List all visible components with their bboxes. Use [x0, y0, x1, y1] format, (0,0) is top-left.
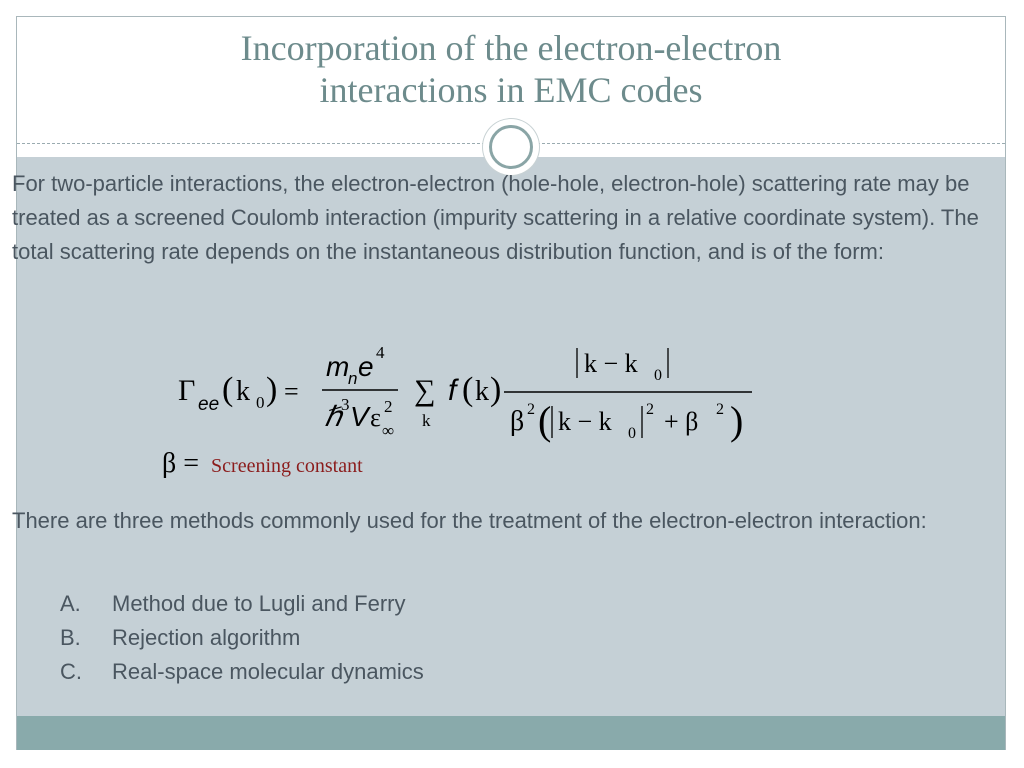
beta-definition [162, 448, 363, 480]
dist-paren-open: ( [462, 371, 474, 408]
dist-arg: k [475, 376, 489, 407]
prefactor-eps-sup: 2 [384, 397, 393, 416]
methods-list [60, 587, 424, 689]
frac-den-beta-sup: 2 [527, 401, 535, 418]
list-item [60, 655, 424, 689]
scattering-rate-formula [160, 326, 760, 446]
frac-num-text: k − k [584, 349, 638, 378]
frac-den-plus: + β [664, 407, 699, 436]
den-paren-open: ( [538, 398, 552, 443]
formula-gamma: Γ [178, 374, 196, 407]
sum-symbol: ∑ [414, 374, 436, 407]
list-item-text: Real-space molecular dynamics [112, 659, 424, 684]
list-item-marker: A. [60, 591, 81, 616]
den-paren-close: ) [730, 398, 744, 443]
frac-den-pow: 2 [646, 401, 654, 418]
list-item [60, 587, 424, 621]
list-item-text: Rejection algorithm [112, 625, 301, 650]
list-item-text: Method due to Lugli and Ferry [112, 591, 406, 616]
slide-title-line-2: interactions in EMC codes [319, 70, 703, 110]
dist-paren-close: ) [490, 371, 502, 408]
sum-index: k [422, 411, 431, 430]
prefactor-hbar: ℏ [324, 402, 342, 433]
screening-constant-label: Screening constant [211, 455, 363, 477]
prefactor-m: m [326, 351, 350, 382]
circle-ring-icon [489, 125, 533, 169]
prefactor-eps: ε [370, 403, 381, 432]
slide-title [17, 27, 1005, 111]
formula-lhs-arg-sub: 0 [256, 393, 265, 412]
prefactor-V: V [350, 401, 369, 432]
frac-den-plus-sup: 2 [716, 401, 724, 418]
prefactor-eps-sub: ∞ [382, 421, 395, 440]
formula-lhs-arg: k [236, 376, 250, 407]
slide-title-line-1: Incorporation of the electron-electron [240, 28, 782, 68]
prefactor-e-sup: 4 [376, 343, 385, 362]
formula-equals: = [284, 377, 299, 406]
formula-gamma-subscript: ee [198, 394, 220, 415]
list-item-marker: B. [60, 625, 81, 650]
list-item [60, 621, 424, 655]
intro-paragraph: For two-particle interactions, the electron-electron (hole-hole, electron-hole) scattering rate may be treated as a screened Coulomb interaction (impurity scattering in a relative coordinate system). The total scattering rate depends on the instantaneous distribution function, and is of the form: [12, 171, 979, 264]
frac-num-sub: 0 [654, 367, 662, 384]
footer-band [17, 716, 1005, 750]
methods-intro-paragraph: There are three methods commonly used for the treatment of the electron-electron interaction: [12, 508, 927, 533]
prefactor-hbar-sup: 3 [341, 395, 350, 414]
formula-paren-open: ( [222, 371, 234, 408]
prefactor-m-sub: n [348, 369, 358, 388]
formula-paren-close: ) [266, 371, 278, 408]
frac-den-beta: β [510, 406, 525, 437]
frac-den-inner-sub: 0 [628, 425, 636, 442]
dist-f: f [448, 374, 457, 407]
beta-symbol: β = [162, 448, 200, 479]
list-item-marker: C. [60, 659, 82, 684]
prefactor-e: e [358, 351, 374, 382]
frac-den-inner: k − k [558, 407, 612, 436]
